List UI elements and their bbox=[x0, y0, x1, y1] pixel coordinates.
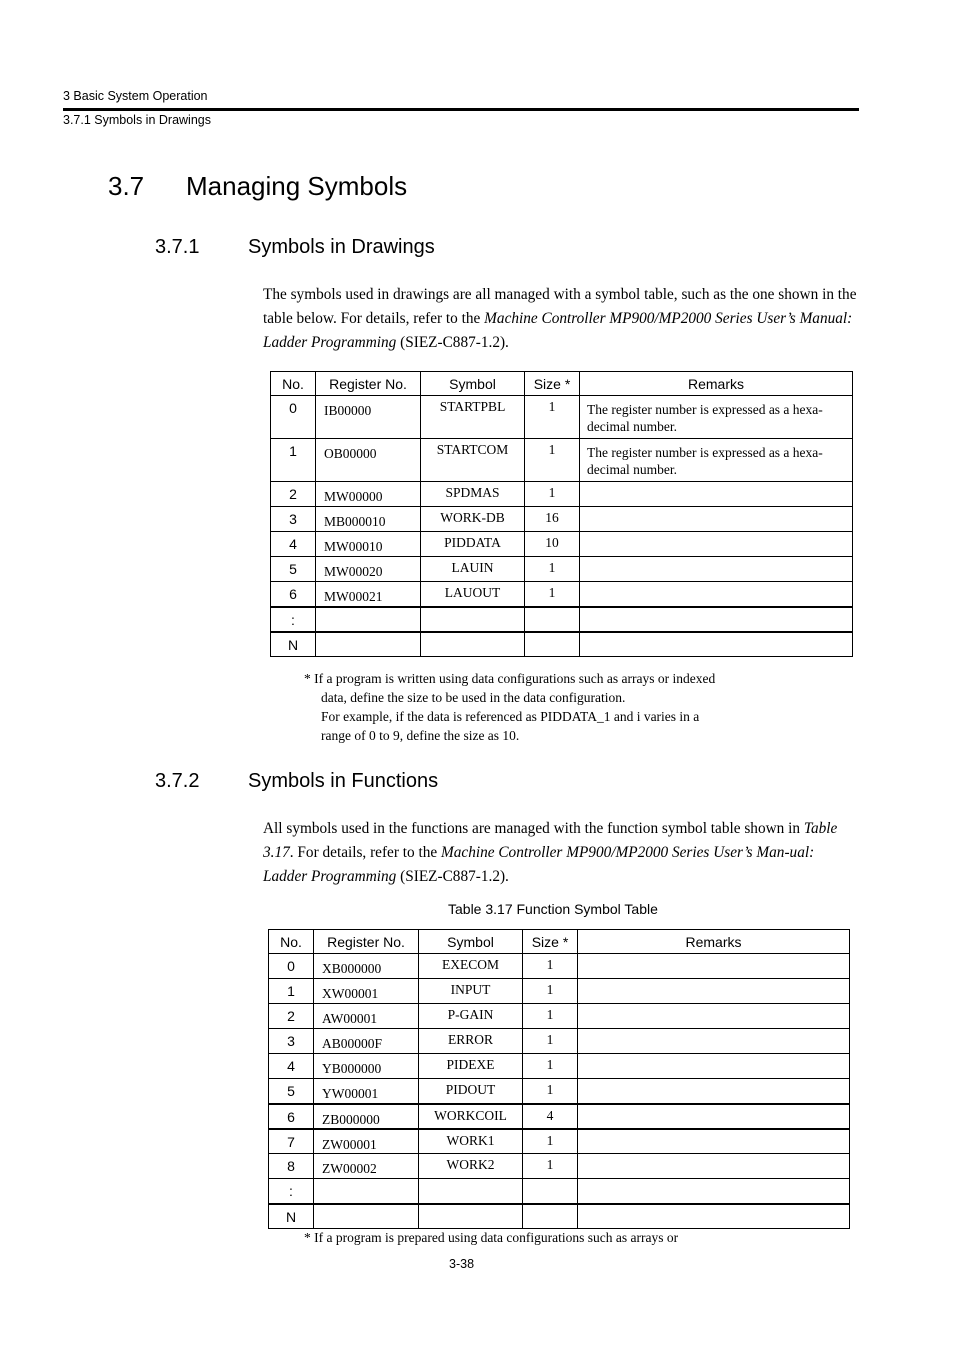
cell-remarks bbox=[578, 1079, 850, 1104]
cell-symbol: P-GAIN bbox=[419, 1004, 523, 1029]
cell-symbol: STARTCOM bbox=[421, 439, 525, 482]
cell-no: N bbox=[269, 1204, 314, 1229]
table-caption: Table 3.17 Function Symbol Table bbox=[448, 901, 658, 917]
cell-size: 1 bbox=[523, 1029, 578, 1054]
cell-no: 0 bbox=[271, 396, 316, 439]
cell-size bbox=[525, 632, 580, 657]
cell-no: 4 bbox=[271, 532, 316, 557]
cell-symbol: WORK2 bbox=[419, 1154, 523, 1179]
table-row bbox=[269, 1079, 850, 1104]
cell-remarks bbox=[578, 1004, 850, 1029]
cell-remarks bbox=[580, 557, 853, 582]
cell-register: AB00000F bbox=[314, 1029, 419, 1054]
col-header-no: No. bbox=[271, 372, 316, 396]
cell-size: 16 bbox=[525, 507, 580, 532]
paragraph-symbols-in-functions bbox=[263, 817, 859, 889]
cell-no: 5 bbox=[271, 557, 316, 582]
cell-remarks bbox=[578, 1129, 850, 1154]
col-header-remarks: Remarks bbox=[580, 372, 853, 396]
col-header-no: No. bbox=[269, 930, 314, 954]
cell-register: XW00001 bbox=[314, 979, 419, 1004]
footnote-line: For example, if the data is referenced as PIDDATA_1 and i varies in a bbox=[321, 709, 700, 724]
cell-size: 1 bbox=[525, 482, 580, 507]
table-row bbox=[271, 557, 853, 582]
cell-register: YW00001 bbox=[314, 1079, 419, 1104]
table-row bbox=[271, 632, 853, 657]
col-header-register: Register No. bbox=[316, 372, 421, 396]
cell-register: MW00021 bbox=[316, 582, 421, 607]
cell-size: 1 bbox=[523, 979, 578, 1004]
cell-no: 7 bbox=[269, 1129, 314, 1154]
cell-size bbox=[525, 607, 580, 632]
cell-symbol: PIDDATA bbox=[421, 532, 525, 557]
table-row bbox=[269, 1104, 850, 1129]
cell-register bbox=[314, 1179, 419, 1204]
cell-remarks bbox=[578, 1179, 850, 1204]
cell-register bbox=[314, 1204, 419, 1229]
heading-3-7-2 bbox=[155, 770, 438, 793]
running-header-section: 3.7.1 Symbols in Drawings bbox=[63, 113, 211, 127]
cell-symbol: LAUOUT bbox=[421, 582, 525, 607]
cell-remarks bbox=[578, 979, 850, 1004]
heading-number: 3.7.1 bbox=[155, 236, 200, 258]
table-reference: Table 3.17 bbox=[263, 820, 838, 861]
cell-register: MB000010 bbox=[316, 507, 421, 532]
cell-symbol: PIDEXE bbox=[419, 1054, 523, 1079]
cell-no: 4 bbox=[269, 1054, 314, 1079]
table-row bbox=[269, 1154, 850, 1179]
cell-no: 6 bbox=[271, 582, 316, 607]
cell-size: 1 bbox=[523, 1054, 578, 1079]
cell-size: 1 bbox=[523, 1004, 578, 1029]
table-row bbox=[271, 507, 853, 532]
cell-register: IB00000 bbox=[316, 396, 421, 439]
cell-size: 1 bbox=[525, 439, 580, 482]
cell-symbol bbox=[419, 1179, 523, 1204]
heading-number: 3.7 bbox=[108, 171, 145, 201]
table-row bbox=[271, 532, 853, 557]
cell-remarks bbox=[580, 632, 853, 657]
cell-remarks bbox=[580, 607, 853, 632]
cell-no: 8 bbox=[269, 1154, 314, 1179]
cell-size: 4 bbox=[523, 1104, 578, 1129]
table-row bbox=[271, 607, 853, 632]
cell-symbol: SPDMAS bbox=[421, 482, 525, 507]
cell-no: N bbox=[271, 632, 316, 657]
cell-remarks bbox=[580, 507, 853, 532]
heading-number: 3.7.2 bbox=[155, 770, 200, 792]
cell-symbol: WORKCOIL bbox=[419, 1104, 523, 1129]
cell-register bbox=[316, 607, 421, 632]
cell-no: 3 bbox=[271, 507, 316, 532]
cell-no: 0 bbox=[269, 954, 314, 979]
cell-size bbox=[523, 1204, 578, 1229]
manual-reference: Machine Controller MP900/MP2000 Series User’s Manual: Ladder Programming bbox=[263, 310, 853, 351]
cell-remarks bbox=[578, 1054, 850, 1079]
cell-remarks: The register number is expressed as a hexa-decimal number. bbox=[580, 439, 853, 482]
cell-no: 5 bbox=[269, 1079, 314, 1104]
table-row bbox=[269, 1054, 850, 1079]
cell-symbol: EXECOM bbox=[419, 954, 523, 979]
running-header-chapter: 3 Basic System Operation bbox=[63, 89, 208, 103]
cell-register: ZW00001 bbox=[314, 1129, 419, 1154]
manual-reference: Machine Controller MP900/MP2000 Series User’s Man-ual: Ladder Programming bbox=[263, 844, 815, 885]
col-header-symbol: Symbol bbox=[419, 930, 523, 954]
col-header-register: Register No. bbox=[314, 930, 419, 954]
table-header-row bbox=[269, 930, 850, 954]
table-row bbox=[269, 954, 850, 979]
page-number: 3-38 bbox=[449, 1257, 475, 1271]
cell-register: OB00000 bbox=[316, 439, 421, 482]
cell-no: 2 bbox=[271, 482, 316, 507]
cell-remarks bbox=[580, 532, 853, 557]
paragraph-text: All symbols used in the functions are managed with the function symbol table shown in bbox=[263, 820, 804, 837]
cell-no: 3 bbox=[269, 1029, 314, 1054]
paragraph-symbols-in-drawings bbox=[263, 283, 859, 355]
header-rule bbox=[63, 108, 859, 111]
cell-remarks bbox=[578, 954, 850, 979]
cell-size bbox=[523, 1179, 578, 1204]
cell-remarks bbox=[578, 1104, 850, 1129]
cell-size: 1 bbox=[523, 1154, 578, 1179]
cell-no: : bbox=[271, 607, 316, 632]
cell-remarks bbox=[580, 482, 853, 507]
cell-symbol: WORK-DB bbox=[421, 507, 525, 532]
footnote-line: range of 0 to 9, define the size as 10. bbox=[321, 728, 520, 743]
cell-register: AW00001 bbox=[314, 1004, 419, 1029]
table-row bbox=[271, 396, 853, 439]
table-row bbox=[271, 582, 853, 607]
function-symbol-table bbox=[268, 929, 850, 1229]
cell-remarks: The register number is expressed as a hexa-decimal number. bbox=[580, 396, 853, 439]
paragraph-text: . For details, refer to the bbox=[289, 844, 442, 861]
table-footnote-functions: * If a program is prepared using data configurations such as arrays or bbox=[304, 1230, 679, 1245]
heading-3-7-1 bbox=[155, 236, 435, 259]
cell-register: MW00000 bbox=[316, 482, 421, 507]
cell-no: 2 bbox=[269, 1004, 314, 1029]
cell-remarks bbox=[578, 1029, 850, 1054]
col-header-size: Size * bbox=[523, 930, 578, 954]
cell-symbol: LAUIN bbox=[421, 557, 525, 582]
cell-register: ZW00002 bbox=[314, 1154, 419, 1179]
cell-size: 1 bbox=[525, 557, 580, 582]
table-row bbox=[269, 979, 850, 1004]
cell-register: ZB000000 bbox=[314, 1104, 419, 1129]
cell-symbol bbox=[421, 607, 525, 632]
table-row bbox=[269, 1129, 850, 1154]
col-header-size: Size * bbox=[525, 372, 580, 396]
table-row bbox=[271, 482, 853, 507]
table-row bbox=[269, 1204, 850, 1229]
cell-symbol bbox=[419, 1204, 523, 1229]
cell-no: : bbox=[269, 1179, 314, 1204]
cell-register: MW00020 bbox=[316, 557, 421, 582]
cell-remarks bbox=[580, 582, 853, 607]
col-header-symbol: Symbol bbox=[421, 372, 525, 396]
cell-no: 1 bbox=[269, 979, 314, 1004]
cell-symbol: ERROR bbox=[419, 1029, 523, 1054]
cell-symbol bbox=[421, 632, 525, 657]
table-row bbox=[271, 439, 853, 482]
table-row bbox=[269, 1004, 850, 1029]
cell-symbol: INPUT bbox=[419, 979, 523, 1004]
paragraph-text: (SIEZ-C887-1.2). bbox=[396, 334, 509, 351]
symbol-table-drawings bbox=[270, 371, 853, 657]
cell-size: 1 bbox=[525, 396, 580, 439]
col-header-remarks: Remarks bbox=[578, 930, 850, 954]
table-footnote-drawings bbox=[304, 669, 715, 745]
footnote-line: * If a program is written using data configurations such as arrays or indexed bbox=[304, 671, 716, 686]
table-header-row bbox=[271, 372, 853, 396]
cell-register: XB000000 bbox=[314, 954, 419, 979]
cell-symbol: PIDOUT bbox=[419, 1079, 523, 1104]
paragraph-text: (SIEZ-C887-1.2). bbox=[396, 868, 509, 885]
footnote-line: data, define the size to be used in the data configuration. bbox=[321, 690, 626, 705]
cell-remarks bbox=[578, 1154, 850, 1179]
cell-size: 10 bbox=[525, 532, 580, 557]
cell-size: 1 bbox=[525, 582, 580, 607]
cell-register bbox=[316, 632, 421, 657]
cell-symbol: WORK1 bbox=[419, 1129, 523, 1154]
heading-title: Symbols in Functions bbox=[248, 770, 439, 792]
cell-no: 1 bbox=[271, 439, 316, 482]
table-row bbox=[269, 1029, 850, 1054]
table-row bbox=[269, 1179, 850, 1204]
cell-size: 1 bbox=[523, 1129, 578, 1154]
cell-register: YB000000 bbox=[314, 1054, 419, 1079]
heading-title: Managing Symbols bbox=[186, 171, 408, 201]
cell-symbol: STARTPBL bbox=[421, 396, 525, 439]
heading-title: Symbols in Drawings bbox=[248, 236, 435, 258]
heading-3-7 bbox=[108, 171, 407, 202]
cell-no: 6 bbox=[269, 1104, 314, 1129]
cell-size: 1 bbox=[523, 954, 578, 979]
paragraph-text: The symbols used in drawings are all managed with a symbol table, such as the one shown in the table below. For details, refer to the bbox=[263, 286, 857, 327]
cell-remarks bbox=[578, 1204, 850, 1229]
cell-register: MW00010 bbox=[316, 532, 421, 557]
cell-size: 1 bbox=[523, 1079, 578, 1104]
